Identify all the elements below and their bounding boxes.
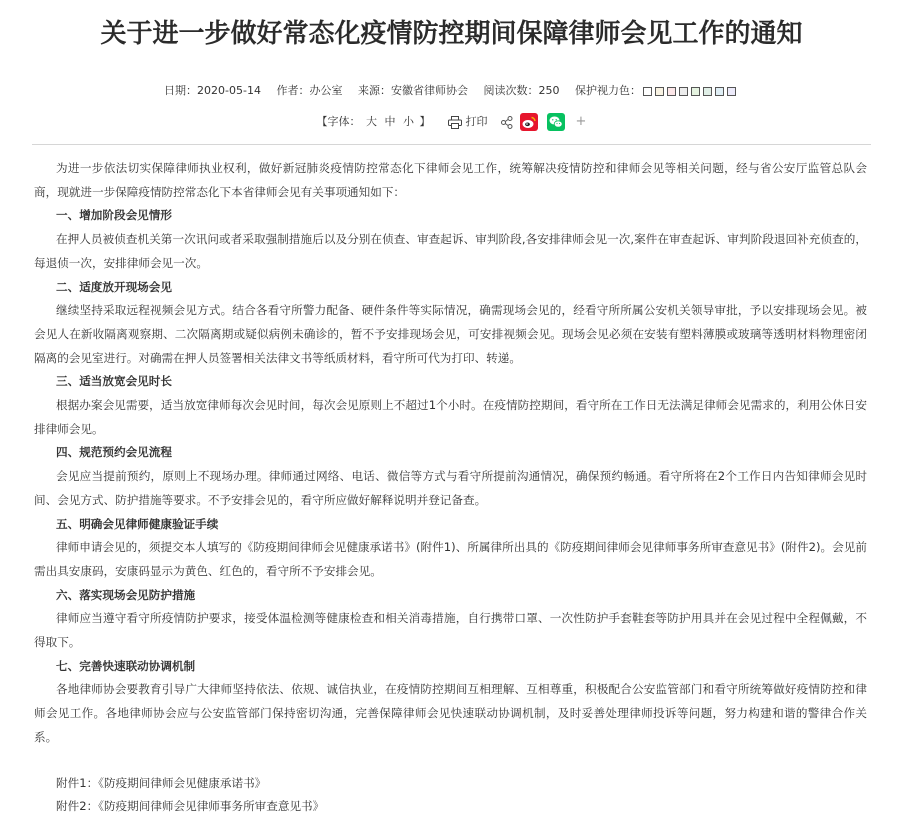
print-label: 打印: [465, 115, 488, 128]
meta-date: 日期：2020-05-14: [164, 84, 261, 97]
eye-protection-label: 保护视力色：: [574, 84, 641, 97]
section-heading: 一、增加阶段会见情形: [56, 208, 172, 223]
swatch-beige[interactable]: [655, 87, 664, 96]
section-heading: 二、适度放开现场会见: [56, 279, 172, 294]
section-paragraph: 律师申请会见的，须提交本人填写的《防疫期间律师会见健康承诺书》(附件1)、所属律所出具的《防疫期间律师会见律师事务所审查意见书》(附件2)。会见前需出具安康码，安康码显示为黄色、红色的，看守所不予安排会见。: [34, 540, 867, 578]
color-swatches: [643, 82, 739, 100]
eye-protection-picker: [575, 84, 739, 97]
attachment-link[interactable]: 附件2：《防疫期间律师会见律师事务所审查意见书》: [56, 799, 325, 814]
attachment-link[interactable]: 附件1：《防疫期间律师会见健康承诺书》: [56, 775, 267, 790]
swatch-white[interactable]: [643, 87, 652, 96]
wechat-icon: [547, 113, 565, 131]
font-size-large-button[interactable]: 大: [366, 115, 378, 128]
intro-paragraph: 为进一步依法切实保障律师执业权利，做好新冠肺炎疫情防控常态化下律师会见工作，统筹解决疫情防控和律师会见等相关问题，经与省公安厅监管总队会商，现就进一步保障疫情防控常态化下本省律师会见有关事项通知如下：: [34, 161, 867, 199]
print-button[interactable]: [448, 115, 491, 128]
section-heading: 五、明确会见律师健康验证手续: [56, 516, 219, 531]
swatch-pink[interactable]: [667, 87, 676, 96]
more-share-button[interactable]: +: [575, 114, 587, 129]
swatch-gray[interactable]: [679, 87, 688, 96]
font-size-close-bracket: 】: [419, 115, 431, 128]
article-toolbar: [0, 112, 903, 132]
section-heading: 四、规范预约会见流程: [56, 445, 172, 460]
swatch-blue[interactable]: [715, 87, 724, 96]
section-paragraph: 继续坚持采取远程视频会见方式。结合各看守所警力配备、硬件条件等实际情况，确需现场会见的，经看守所所属公安机关领导审批，予以安排现场会见。被会见人在新收隔离观察期、二次隔离期或疑似病例未确诊的，暂不予安排现场会见，可安排视频会见。现场会见必须在安装有塑料薄膜或玻璃等透明材料物理密闭隔离的会见室进行。对确需在押人员签署相关法律文书等纸质材料，看守所可代为打印、转递。: [34, 303, 867, 365]
section-heading: 三、适当放宽会见时长: [56, 374, 172, 389]
font-size-label: 【字体：: [316, 115, 361, 128]
font-size-small-button[interactable]: 小: [403, 115, 415, 128]
font-size-medium-button[interactable]: 中: [384, 115, 396, 128]
printer-icon: [448, 116, 462, 129]
article-meta: [0, 82, 903, 100]
weibo-icon: [520, 113, 538, 131]
wechat-share-button[interactable]: [547, 113, 565, 131]
meta-author: 作者：办公室: [276, 84, 343, 97]
section-paragraph: 根据办案会见需要，适当放宽律师每次会见时间，每次会见原则上不超过1个小时。在疫情防控期间，看守所在工作日无法满足律师会见需求的，利用公休日安排律师会见。: [34, 398, 867, 436]
section-heading: 七、完善快速联动协调机制: [56, 658, 196, 673]
section-heading: 六、落实现场会见防护措施: [56, 587, 196, 602]
weibo-share-button[interactable]: [520, 113, 538, 131]
section-paragraph: 会见应当提前预约，原则上不现场办理。律师通过网络、电话、微信等方式与看守所提前沟通情况，确保预约畅通。看守所将在2个工作日内告知律师会见时间、会见方式、防护措施等要求。不予安排会见的，看守所应做好解释说明并登记备查。: [34, 469, 867, 507]
section-paragraph: 在押人员被侦查机关第一次讯问或者采取强制措施后以及分别在侦查、审查起诉、审判阶段,各安排律师会见一次,案件在审查起诉、审判阶段退回补充侦查的，每退侦一次，安排律师会见一次。: [34, 232, 867, 270]
article-title: 关于进一步做好常态化疫情防控期间保障律师会见工作的通知: [100, 19, 803, 49]
section-paragraph: 律师应当遵守看守所疫情防护要求，接受体温检测等健康检查和相关消毒措施，自行携带口罩、一次性防护手套鞋套等防护用具并在会见过程中全程佩戴，不得取下。: [34, 611, 867, 650]
meta-views: 阅读次数：250: [483, 84, 560, 97]
swatch-green[interactable]: [691, 87, 700, 96]
swatch-mint[interactable]: [703, 87, 712, 96]
section-paragraph: 各地律师协会要教育引导广大律师坚持依法、依规、诚信执业，在疫情防控期间互相理解、互相尊重，积极配合公安监管部门和看守所统筹做好疫情防控和律师会见工作。各地律师协会应与公安监管部门保持密切沟通，完善保障律师会见快速联动协调机制，及时妥善处理律师投诉等问题，努力构建和谐的警律合作关系。: [34, 682, 867, 744]
meta-source: 来源：安徽省律师协会: [357, 84, 468, 97]
article-body: [0, 145, 903, 819]
font-size-control: [317, 115, 435, 128]
share-icon[interactable]: [501, 116, 513, 129]
swatch-lavender[interactable]: [727, 87, 736, 96]
